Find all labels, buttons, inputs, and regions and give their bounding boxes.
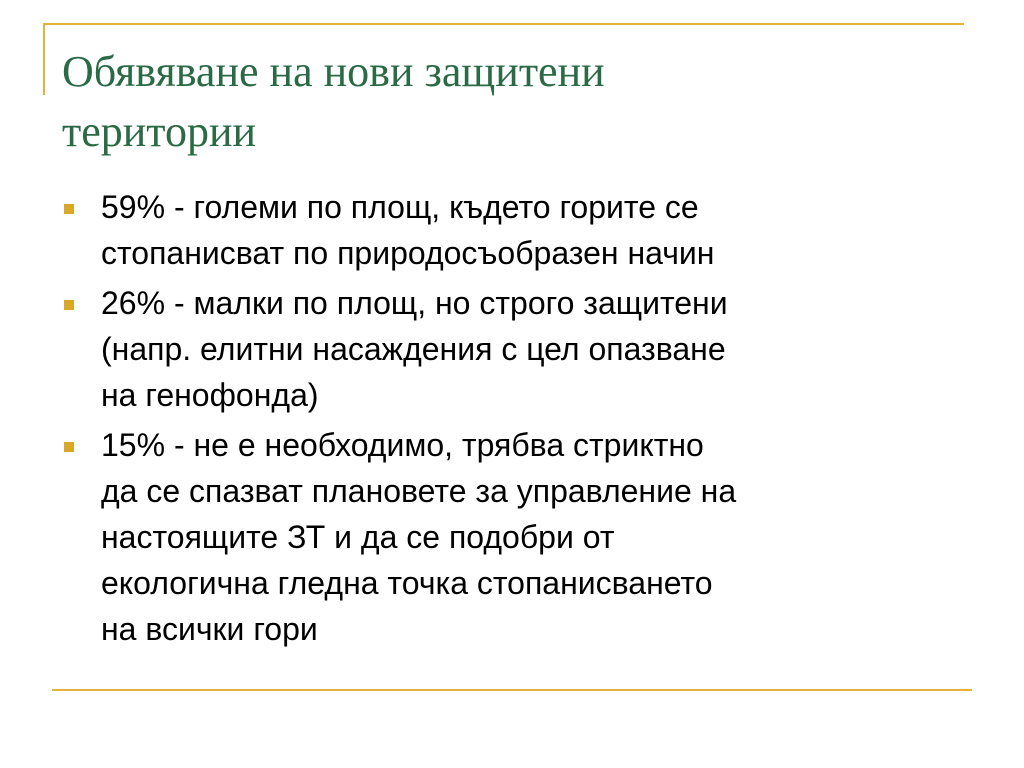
left-accent-rule — [43, 23, 45, 95]
bullet-item-15-percent — [62, 422, 962, 652]
bottom-accent-rule — [52, 689, 972, 691]
bullet-list — [62, 184, 962, 656]
bullet-text: 26% - малки по площ, но строго защитени (напр. елитни насаждения с цел опазване на генофонда) — [101, 285, 728, 413]
square-bullet-icon — [64, 442, 74, 452]
square-bullet-icon — [64, 300, 74, 310]
top-accent-rule — [43, 23, 964, 25]
slide-title: Обявяване на нови защитени територии — [62, 47, 605, 156]
bullet-text: 15% - не е необходимо, трябва стриктно да се спазват плановете за управление на настоящите ЗТ и да се подобри от екологична гледна точка стопанисването на всички гори — [101, 427, 737, 647]
bullet-text: 59% - големи по площ, където горите се стопанисват по природосъобразен начин — [101, 189, 715, 271]
bullet-item-59-percent — [62, 184, 962, 276]
bullet-item-26-percent — [62, 280, 962, 418]
square-bullet-icon — [64, 204, 74, 214]
